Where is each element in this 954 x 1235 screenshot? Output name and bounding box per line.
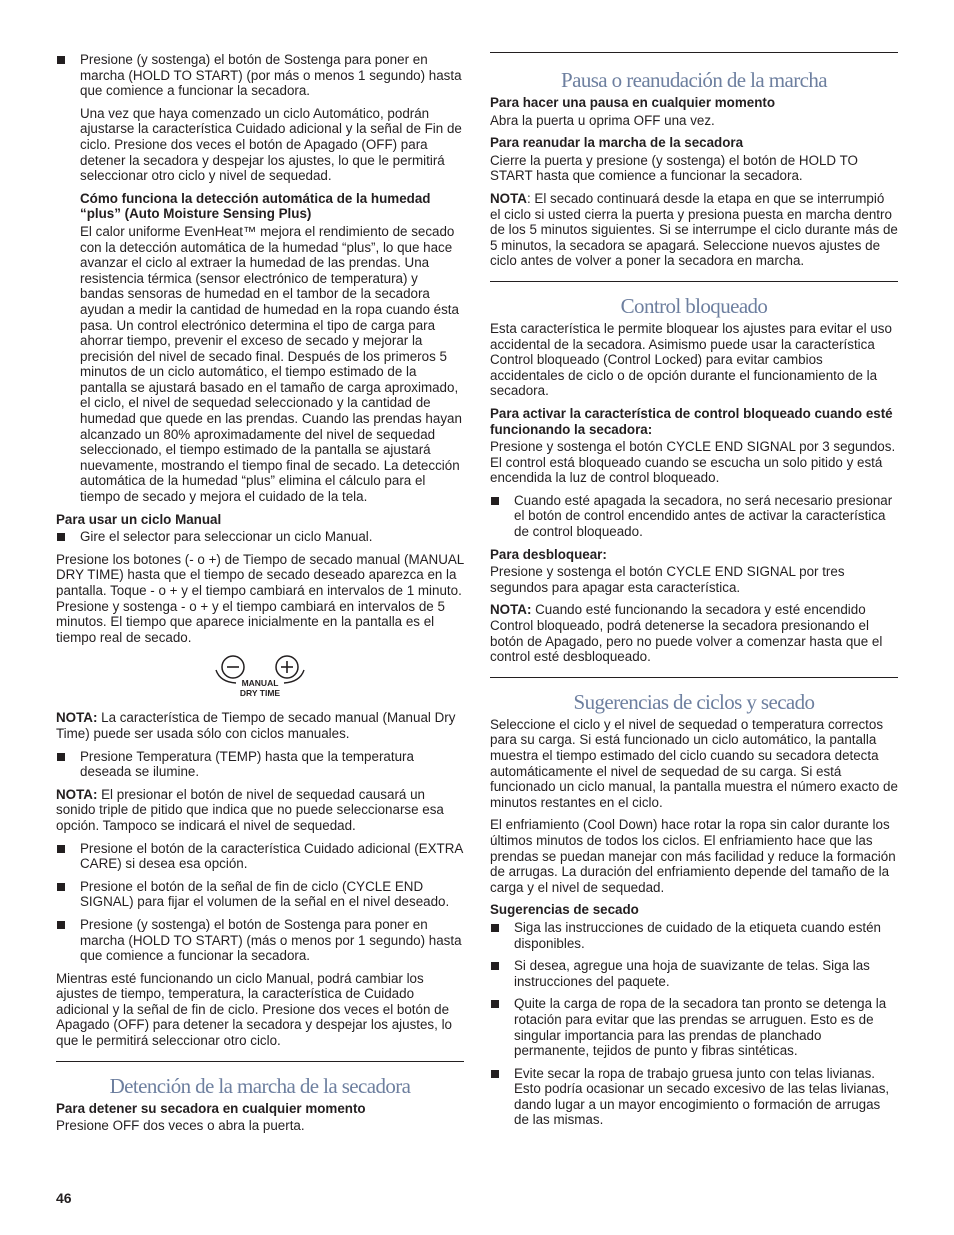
section-title-tips: Sugerencias de ciclos y secado [573,689,815,714]
resume-heading: Para reanudar la marcha de la secadora [490,135,744,151]
bullet-cycle-end-signal: Presione el botón de la señal de fin de ciclo (CYCLE END SIGNAL) para fijar el volumen de la señal en el nivel deseado. [56,879,464,910]
auto-moisture-heading: Cómo funciona la detección automática de la humedad “plus” (Auto Moisture Sensing Plus) [80,190,431,222]
note-pause [490,191,898,269]
bullet-tip-heavy-clothes: Evite secar la ropa de trabajo gruesa junto con telas livianas. Esto podría ocasionar un secado excesivo de las telas livianas, dando lugar a un mayor encogimiento o formación de arrugas de las mismas. [490,1066,898,1128]
stop-heading: Para detener su secadora en cualquier momento [56,1100,366,1116]
section-control-locked [490,281,898,665]
bullet-hold-to-start-auto: Presione (y sostenga) el botón de Sostenga para poner en marcha (HOLD TO START) (por más o menos 1 segundo) hasta que comience a funcionar la secadora. [56,52,464,99]
bullet-extra-care: Presione el botón de la característica Cuidado adicional (EXTRA CARE) si desea esa opción. [56,841,464,872]
pause-body: Abra la puerta u oprima OFF una vez. [490,112,715,128]
auto-moisture-body: El calor uniforme EvenHeat™ mejora el rendimiento de secado con la detección automática de la humedad “plus”, lo que hace avanzar el ciclo al extraer la humedad de las prendas. Una resistencia térmica (sensor electrónico de temperatura) y bandas sensoras de humedad en el tambor de la secadora ayudan a medir la cantidad de humedad en la ropa cuando ésta pasa. Un control electrónico determina el tipo de carga para ahorrar tiempo, prevenir el exceso de secado y mejorar la precisión del nivel de secado final. Después de los primeros 5 minutos de un ciclo automático, el tiempo estimado de la pantalla se ajustará basado en el tamaño de carga aproximado, el ciclo, el nivel de sequedad seleccionado y la cantidad de humedad que quede en las prendas. Cuando las prendas hayan alcanzado un 80% aproximadamente del nivel de sequedad seleccionado, el tiempo estimado de la pantalla se ajustará nuevamente, mostrando el tiempo final de secado. La detección automática de la humedad “plus” elimina el cálculo para el tiempo de secado y mejora el cuidado de la tela. [80,223,462,505]
auto-cycle-paragraph: Una vez que haya comenzado un ciclo Automático, podrán ajustarse la característica Cuidado adicional y la señal de Fin de ciclo. Presione dos veces el botón de Apagado (OFF) para detener la secadora y despejar los ajustes, lo que le permitirá seleccionar otro ciclo y nivel de sequedad. [80,105,462,184]
note-text: La característica de Tiempo de secado manual (Manual Dry Time) puede ser usada sólo con ciclos manuales. [56,710,456,741]
section-title-stopping: Detención de la marcha de la secadora [109,1073,411,1098]
section-stopping-dryer [56,1061,464,1134]
section-pause-resume [490,52,898,269]
section-cycle-tips [490,677,898,1128]
right-column [490,52,898,1135]
bullet-tip-remove-load: Quite la carga de ropa de la secadora tan pronto se detenga la rotación para evitar que las prendas se arruguen. Esto es de singular importancia para las prendas de planchado permanente, tejidos de punto y fibras sintéticas. [490,996,898,1058]
section-title-control-locked: Control bloqueado [620,293,768,318]
note-text: : El secado continuará desde la etapa en que se interrumpió el ciclo si usted cierra la puerta y presiona puesta en marcha dentro de los 5 minutos siguientes. Si se interrumpe el ciclo durante más de 5 minutos, la secadora se apagará. Seleccione nuevos ajustes de ciclo antes de volver a poner la secadora en marcha. [490,190,898,269]
manual-cycle-end-paragraph: Mientras esté funcionando un ciclo Manual, podrá cambiar los ajustes de tiempo, temperatura, la característica de Cuidado adicional y la señal de fin de ciclo. Presione dos veces el botón de Apagado (OFF) para detener la secadora y despejar los ajustes, lo que le permitirá seleccionar otro ciclo. [56,970,452,1049]
unlock-heading: Para desbloquear: [490,546,607,562]
bullet-tip-care-label: Siga las instrucciones de cuidado de la etiqueta cuando estén disponibles. [490,920,898,951]
note-label: NOTA: [56,786,98,802]
note-label: NOTA [490,190,527,206]
dial-label-dry-time: DRY TIME [239,688,281,699]
dial-label-manual: MANUAL [241,678,279,689]
lock-activate-body: Presione y sostenga el botón CYCLE END SIGNAL por 3 segundos. El control está bloqueado cuando se escucha un solo pitido y está encendida la luz de control bloqueado. [490,439,896,486]
resume-body: Cierre la puerta y presione (y sostenga) el botón de HOLD TO START hasta que comience a funcionar la secadora. [490,152,858,184]
note-label: NOTA: [490,602,532,618]
bullet-lock-off: Cuando esté apagada la secadora, no será necesario presionar el botón de control encendido antes de activar la característica de control bloqueado. [490,493,898,540]
manual-cycle-heading: Para usar un ciclo Manual [56,511,222,527]
pause-heading: Para hacer una pausa en cualquier momento [490,95,776,110]
tips-paragraph-1: Seleccione el ciclo y el nivel de sequedad o temperatura correctos para su carga. Si está funcionado un ciclo automático, la pantalla muestra el tiempo estimado del ciclo cuando su secadora detecta automáticamente el nivel de sequedad de su carga. Si está funcionado un ciclo manual, la pantalla muestra el número exacto de minutos restantes en el ciclo. [490,716,898,810]
stop-body: Presione OFF dos veces o abra la puerta. [56,1118,305,1134]
manual-dry-time-dial [210,652,310,700]
lock-activate-heading: Para activar la característica de control bloqueado cuando esté funcionando la secadora: [490,405,893,437]
bullet-hold-to-start-manual: Presione (y sostenga) el botón de Sostenga para poner en marcha (HOLD TO START) (más o menos por 1 segundo) hasta que comience a funcionar la secadora. [56,917,464,964]
drying-tips-heading: Sugerencias de secado [490,902,639,918]
unlock-body: Presione y sostenga el botón CYCLE END SIGNAL por tres segundos para apagar esta característica. [490,564,845,595]
bullet-tip-softener: Si desea, agregue una hoja de suavizante de telas. Siga las instrucciones del paquete. [490,958,898,989]
section-title-pause: Pausa o reanudación de la marcha [561,68,827,92]
lock-intro: Esta característica le permite bloquear los ajustes para evitar el uso accidental de la secadora. Asimismo puede usar la característica Control bloqueado (Control Locked) para evitar cambios accidentales de ciclo o de opción durante el funcionamiento de la secadora. [490,320,892,399]
left-column [56,52,464,1141]
tips-paragraph-2: El enfriamiento (Cool Down) hace rotar la ropa sin calor durante los últimos minutos de todos los ciclos. El enfriamiento hace que las prendas se puedan manejar con más facilidad y reduce la formación de arrugas. La duración del enfriamiento depende del tamaño de la carga y el nivel de sequedad. [490,817,896,895]
note-label: NOTA: [56,710,98,726]
note-text: Cuando esté funcionando la secadora y esté encendido Control bloqueado, podrá detenerse la secadora presionando el botón de Apagado, pero no puede volver a comenzar hasta que el control esté desbloqueado. [490,602,883,665]
note-dryness-level [56,787,464,834]
manual-dry-time-illustration [56,652,464,700]
note-manual-dry-time [56,710,464,741]
note-text: El presionar el botón de nivel de sequedad causará un sonido triple de pitido que indica que no puede seleccionarse esa opción. Tampoco se indicará el nivel de sequedad. [56,786,444,833]
page-number: 46 [56,1190,72,1206]
bullet-temp: Presione Temperatura (TEMP) hasta que la temperatura deseada se ilumine. [56,749,464,780]
manual-dry-time-paragraph: Presione los botones (- o +) de Tiempo de secado manual (MANUAL DRY TIME) hasta que el tiempo de secado deseado aparezca en la pantalla. Toque - o + y el tiempo cambiará en intervalos de 1 minuto. Presione y sostenga - o + y el tiempo cambiará en intervalos de 5 minutos. El tiempo que aparece inicialmente en la pantalla es el tiempo real de secado. [56,551,464,645]
bullet-manual-selector: Gire el selector para seleccionar un ciclo Manual. [56,529,464,545]
note-lock [490,602,898,664]
